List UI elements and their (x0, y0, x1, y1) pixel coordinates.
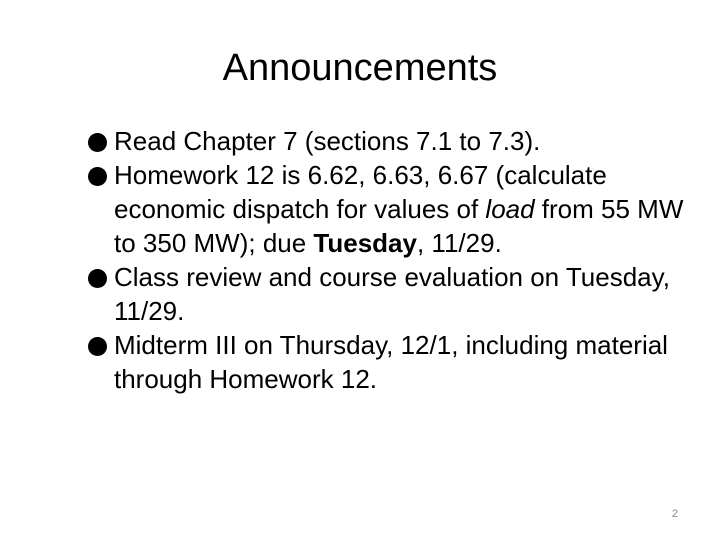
bullet-text: Class review and course evaluation on Tuesday, 11/29. (114, 262, 670, 326)
homework-bold-due-day: Tuesday (313, 228, 417, 258)
bullet-item-review (88, 260, 688, 328)
page-number: 2 (671, 508, 678, 520)
bullet-item-homework (88, 158, 688, 260)
bullet-dot-icon (88, 269, 107, 288)
bullet-dot-icon (88, 133, 107, 152)
bullet-dot-icon (88, 167, 107, 186)
bullet-text: Read Chapter 7 (sections 7.1 to 7.3). (114, 126, 541, 156)
slide-title: Announcements (222, 47, 498, 89)
bullet-text (114, 160, 683, 258)
bullet-list (88, 124, 688, 396)
homework-text-middle: from 55 MW to 350 MW); due (114, 194, 684, 258)
homework-text-start: Homework 12 is 6.62, 6.63, 6.67 (calculate economic dispatch for values of (114, 160, 607, 224)
bullet-item-reading (88, 124, 688, 158)
bullet-text: Midterm III on Thursday, 12/1, including material through Homework 12. (114, 330, 668, 394)
bullet-item-midterm (88, 328, 688, 396)
homework-italic-load: load (485, 194, 535, 224)
bullet-dot-icon (88, 337, 107, 356)
homework-text-end: , 11/29. (416, 228, 502, 258)
